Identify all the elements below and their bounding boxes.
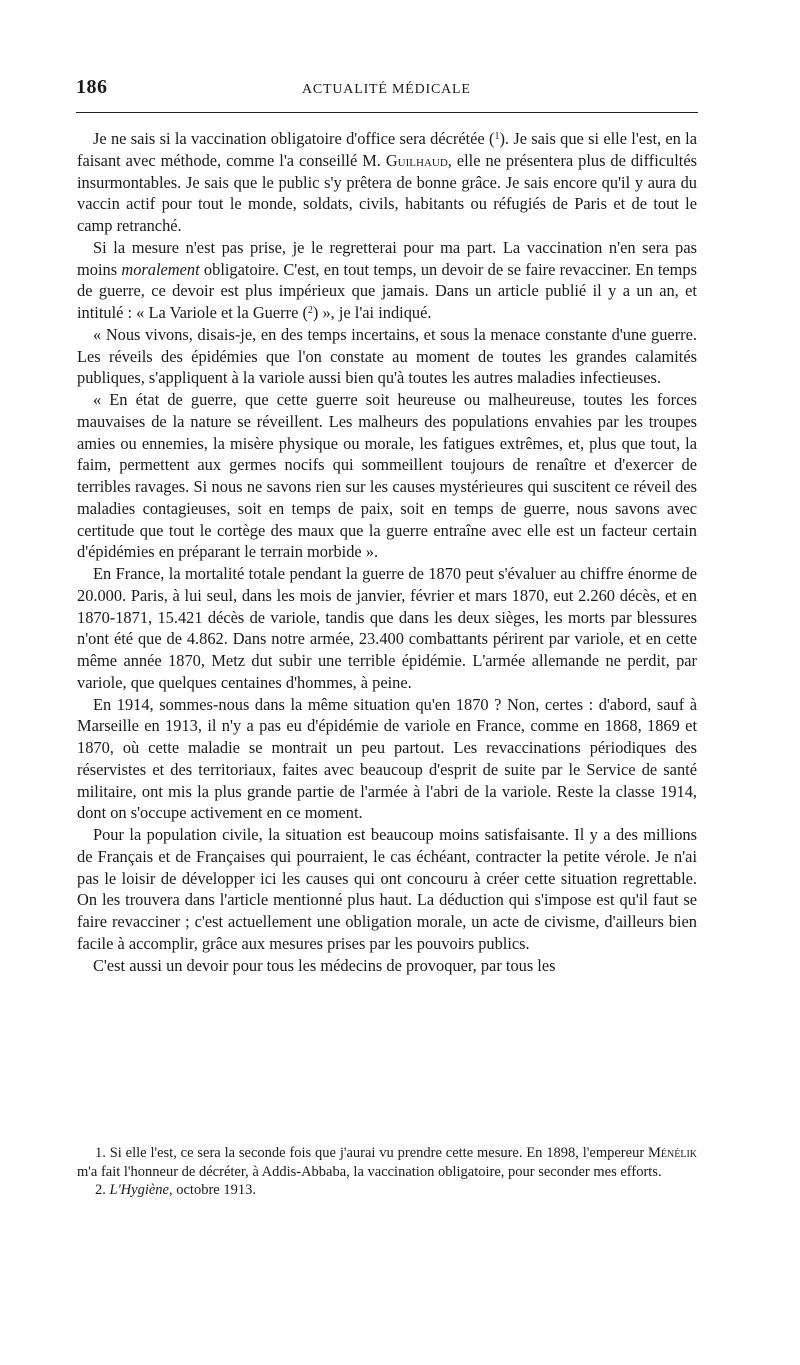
- paragraph-7: Pour la population civile, la situation est beaucoup moins satisfaisante. Il y a des millions de Français et de Françaises qui pourraient, le cas échéant, contracter la petite vérole. Je n'ai pas le loisir de développer ici les causes qui ont concouru à créer cette situation regrettable. On les trouvera dans l'article mentionné plus haut. La déduction qui s'impose est qu'il faut se faire revacciner ; c'est actuellement une obligation morale, un acte de civisme, d'ailleurs bien facile à accomplir, grâce aux mesures prises par les pouvoirs publics.: [77, 825, 697, 953]
- footnote-1: 1. Si elle l'est, ce sera la seconde fois que j'aurai vu prendre cette mesure. En 1898, l'empereur Ménélik m'a fait l'honneur de décréter, à Addis-Abbaba, la vaccination obligatoire, pour seconder mes efforts.: [77, 1145, 697, 1180]
- footnote-ref-2: 2: [307, 305, 313, 316]
- page-number: 186: [76, 76, 108, 98]
- body-text: [77, 128, 697, 976]
- header-rule: [76, 112, 698, 113]
- running-head: ACTUALITÉ MÉDICALE: [302, 82, 471, 97]
- journal-title: L'Hygiène: [109, 1182, 169, 1198]
- footnote-ref-1: 1: [494, 131, 500, 142]
- emphasis-text: moralement: [121, 259, 200, 279]
- author-name: Guilhaud: [385, 150, 448, 170]
- page-header: [76, 76, 698, 106]
- footnote-name: Ménélik: [648, 1145, 697, 1161]
- paragraph-5: En France, la mortalité totale pendant la guerre de 1870 peut s'évaluer au chiffre énorme de 20.000. Paris, à lui seul, dans les mois de janvier, février et mars 1870, eut 2.260 décès, et en 1870-1871, 15.421 décès de variole, tandis que dans les deux sièges, les morts par blessures n'ont été que de 4.862. Dans notre armée, 23.400 combattants périrent par variole, et en cette même année 1870, Metz dut subir une terrible épidémie. L'armée allemande ne perdit, par variole, que quelques centaines d'hommes, à peine.: [77, 564, 697, 692]
- paragraph-6: En 1914, sommes-nous dans la même situation qu'en 1870 ? Non, certes : d'abord, sauf à Marseille en 1913, il n'y a pas eu d'épidémie de variole en France, comme en 1868, 1869 et 1870, où cette maladie se montrait un peu partout. Les revaccinations périodiques des réservistes et des territoriaux, faites avec beaucoup d'esprit de suite par le Service de santé militaire, ont mis la plus grande partie de l'armée à l'abri de la variole. Reste la classe 1914, dont on s'occupe activement en ce moment.: [77, 694, 697, 823]
- footnote-2: 2. L'Hygiène, octobre 1913.: [95, 1182, 256, 1198]
- footnotes: [77, 1144, 697, 1200]
- paragraph-2: Si la mesure n'est pas prise, je le regretterai pour ma part. La vaccination n'en sera pas moins moralement obligatoire. C'est, en tout temps, un devoir de se faire revacciner. En temps de guerre, ce devoir est plus impérieux que jamais. Dans un article publié il y a un an, et intitulé : « La Variole et la Guerre ($^2$) », je l'ai indiqué.: [77, 237, 697, 322]
- paragraph-3: « Nous vivons, disais-je, en des temps incertains, et sous la menace constante d'une guerre. Les réveils des épidémies que l'on constate au moment de toutes les grandes calamités publiques, s'appliquent à la variole aussi bien qu'à toutes les autres maladies infectieuses.: [77, 324, 697, 388]
- paragraph-4: « En état de guerre, que cette guerre soit heureuse ou malheureuse, toutes les forces mauvaises de la nature se réveillent. Les malheurs des populations envahies par les troupes amies ou ennemies, la misère physique ou morale, les fatigues extrêmes, et, plus que tout, la faim, permettent aux germes nocifs qui sommeillent toujours de renaître et d'exercer de terribles ravages. Si nous ne savons rien sur les causes mystérieures qui suscitent ce réveil des maladies contagieuses, soit en temps de paix, soit en temps de guerre, nous savons avec certitude que tout le cortège des maux que la guerre entraîne avec elle est un facteur certain d'épidémies en préparant le terrain morbide ».: [77, 390, 697, 562]
- paragraph-8: C'est aussi un devoir pour tous les médecins de provoquer, par tous les: [93, 955, 556, 975]
- paragraph-1: Je ne sais si la vaccination obligatoire d'office sera décrétée ($^1$). Je sais que si elle l'est, en la faisant avec méthode, comme l'a conseillé M. Guilhaud, elle ne présentera plus de difficultés insurmontables. Je sais que le public s'y prêtera de bonne grâce. Je sais encore qu'il y aura du vaccin actif pour tout le monde, soldats, civils, habitants ou réfugiés de Paris et de tout le camp retranché.: [77, 129, 697, 235]
